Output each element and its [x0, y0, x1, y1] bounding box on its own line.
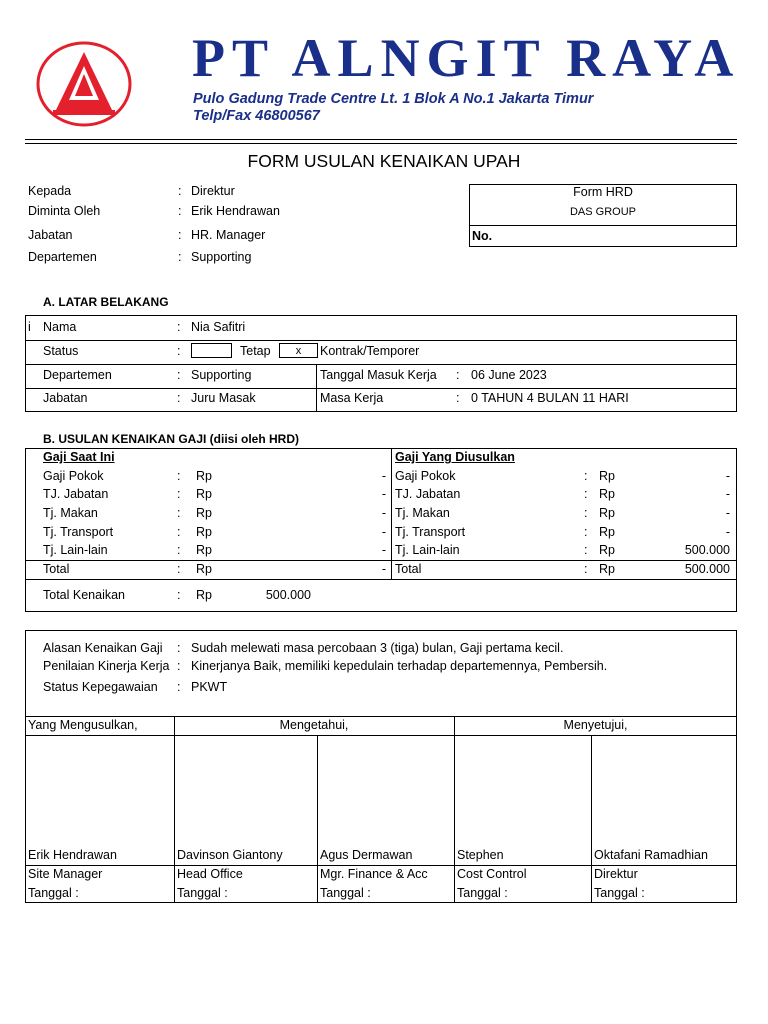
- section-b-title: B. USULAN KENAIKAN GAJI (diisi oleh HRD): [43, 432, 300, 446]
- gaji-saat-ini-header: Gaji Saat Ini: [43, 450, 115, 464]
- currency: Rp: [599, 543, 615, 557]
- colon: :: [177, 525, 181, 539]
- signatory-position: Head Office: [177, 867, 243, 881]
- departemen-value: Supporting: [191, 368, 252, 382]
- salary-proposed-value: -: [725, 506, 730, 520]
- colon: :: [584, 543, 588, 557]
- departemen-label: Departemen: [28, 250, 97, 264]
- tetap-label: Tetap: [240, 344, 271, 358]
- salary-row-label: Tj. Makan: [43, 506, 98, 520]
- alasan-value: Sudah melewati masa percobaan 3 (tiga) bulan, Gaji pertama kecil.: [191, 641, 564, 655]
- tanggal-label: Tanggal :: [594, 886, 645, 900]
- signatory-position: Mgr. Finance & Acc: [320, 867, 428, 881]
- penilaian-value: Kinerjanya Baik, memiliki kepedulain terhadap departemennya, Pembersih.: [191, 659, 608, 673]
- kepada-label: Kepada: [28, 184, 72, 198]
- salary-row-label: Gaji Pokok: [395, 469, 456, 483]
- colon: :: [177, 543, 181, 557]
- colon: :: [584, 469, 588, 483]
- colon: :: [177, 562, 181, 576]
- colon: :: [177, 344, 181, 358]
- salary-row-label: TJ. Jabatan: [395, 487, 461, 501]
- kontrak-label: Kontrak/Temporer: [320, 344, 420, 358]
- salary-current-value: -: [381, 469, 386, 483]
- form-hrd-label: Form HRD: [573, 185, 633, 199]
- colon: :: [177, 588, 181, 602]
- nama-label: Nama: [43, 320, 77, 334]
- divider: [25, 716, 737, 717]
- divider: [25, 560, 737, 561]
- salary-current-value: -: [381, 506, 386, 520]
- divider: [25, 865, 737, 866]
- status-kepegawaian-label: Status Kepegawaian: [43, 680, 158, 694]
- colon: :: [178, 228, 182, 242]
- salary-current-value: -: [381, 543, 386, 557]
- colon: :: [456, 391, 460, 405]
- salary-proposed-value: -: [725, 487, 730, 501]
- colon: :: [584, 506, 588, 520]
- status-label: Status: [43, 344, 79, 358]
- tetap-checkbox[interactable]: [191, 343, 232, 358]
- tanggal-masuk-value: 06 June 2023: [471, 368, 547, 382]
- currency: Rp: [196, 506, 212, 520]
- colon: :: [584, 525, 588, 539]
- currency: Rp: [599, 487, 615, 501]
- colon: :: [178, 250, 182, 264]
- salary-proposed-value: -: [725, 525, 730, 539]
- signatory-name: Davinson Giantony: [177, 848, 283, 862]
- header-divider-thin: [25, 143, 737, 144]
- yang-mengusulkan-header: Yang Mengusulkan,: [28, 718, 138, 732]
- tanggal-label: Tanggal :: [320, 886, 371, 900]
- divider: [25, 735, 737, 736]
- header-divider: [25, 139, 737, 140]
- gaji-diusulkan-header: Gaji Yang Diusulkan: [395, 450, 515, 464]
- divider: [316, 364, 317, 412]
- company-phone: Telp/Fax 46800567: [193, 108, 320, 124]
- tanggal-label: Tanggal :: [28, 886, 79, 900]
- jabatan-value: Juru Masak: [191, 391, 256, 405]
- colon: :: [177, 506, 181, 520]
- colon: :: [177, 469, 181, 483]
- diminta-label: Diminta Oleh: [28, 204, 101, 218]
- salary-row-label: Tj. Makan: [395, 506, 450, 520]
- jabatan-value: HR. Manager: [191, 228, 266, 242]
- departemen-label: Departemen: [43, 368, 112, 382]
- jabatan-label: Jabatan: [43, 391, 88, 405]
- salary-proposed-value: 500.000: [684, 543, 730, 557]
- divider: [174, 716, 175, 903]
- das-group-label: DAS GROUP: [569, 206, 636, 218]
- no-label: No.: [472, 229, 493, 243]
- divider: [469, 225, 737, 226]
- currency: Rp: [196, 487, 212, 501]
- salary-row-label: Tj. Transport: [395, 525, 466, 539]
- tanggal-label: Tanggal :: [177, 886, 228, 900]
- currency: Rp: [196, 469, 212, 483]
- salary-current-value: -: [381, 487, 386, 501]
- divider: [25, 364, 737, 365]
- salary-row-label: Gaji Pokok: [43, 469, 104, 483]
- currency: Rp: [599, 525, 615, 539]
- salary-proposed-value: -: [725, 469, 730, 483]
- colon: :: [177, 641, 181, 655]
- colon: :: [456, 368, 460, 382]
- colon: :: [178, 184, 182, 198]
- currency: Rp: [599, 506, 615, 520]
- company-name: PT ALNGIT RAYA: [192, 28, 741, 88]
- salary-row-label: Tj. Lain-lain: [395, 543, 460, 557]
- total-proposed-value: 500.000: [684, 562, 730, 576]
- total-current-value: -: [381, 562, 386, 576]
- colon: :: [177, 659, 181, 673]
- currency: Rp: [196, 588, 212, 602]
- signatory-name: Stephen: [457, 848, 504, 862]
- company-address: Pulo Gadung Trade Centre Lt. 1 Blok A No.1 Jakarta Timur: [193, 91, 594, 107]
- total-label: Total: [395, 562, 422, 576]
- signatory-position: Cost Control: [457, 867, 527, 881]
- colon: :: [584, 487, 588, 501]
- currency: Rp: [599, 562, 615, 576]
- divider: [25, 388, 737, 389]
- status-kepegawaian-value: PKWT: [191, 680, 228, 694]
- diminta-value: Erik Hendrawan: [191, 204, 280, 218]
- currency: Rp: [196, 525, 212, 539]
- total-kenaikan-label: Total Kenaikan: [43, 588, 126, 602]
- colon: :: [177, 368, 181, 382]
- signatory-position: Site Manager: [28, 867, 103, 881]
- currency: Rp: [196, 562, 212, 576]
- salary-row-label: TJ. Jabatan: [43, 487, 109, 501]
- currency: Rp: [599, 469, 615, 483]
- kontrak-checkbox[interactable]: x: [279, 343, 318, 358]
- salary-row-label: Tj. Lain-lain: [43, 543, 108, 557]
- divider: [25, 579, 737, 580]
- form-title: FORM USULAN KENAIKAN UPAH: [247, 151, 521, 171]
- signatory-name: Oktafani Ramadhian: [594, 848, 708, 862]
- signatory-name: Agus Dermawan: [320, 848, 413, 862]
- masa-kerja-label: Masa Kerja: [320, 391, 384, 405]
- colon: :: [177, 391, 181, 405]
- penilaian-label: Penilaian Kinerja Kerja: [43, 659, 170, 673]
- colon: :: [177, 487, 181, 501]
- mengetahui-header: Mengetahui,: [279, 718, 349, 732]
- divider: [25, 340, 737, 341]
- currency: Rp: [196, 543, 212, 557]
- company-logo-icon: [35, 40, 133, 128]
- colon: :: [177, 680, 181, 694]
- signatory-name: Erik Hendrawan: [28, 848, 117, 862]
- salary-row-label: Tj. Transport: [43, 525, 114, 539]
- section-a-title: A. LATAR BELAKANG: [43, 295, 169, 309]
- salary-current-value: -: [381, 525, 386, 539]
- nama-value: Nia Safitri: [191, 320, 246, 334]
- signatory-position: Direktur: [594, 867, 638, 881]
- total-kenaikan-value: 500.000: [265, 588, 311, 602]
- tanggal-label: Tanggal :: [457, 886, 508, 900]
- masa-kerja-value: 0 TAHUN 4 BULAN 11 HARI: [471, 391, 629, 405]
- colon: :: [177, 320, 181, 334]
- divider: [591, 735, 592, 903]
- divider: [317, 735, 318, 903]
- row-marker: i: [28, 320, 31, 334]
- total-label: Total: [43, 562, 70, 576]
- colon: :: [178, 204, 182, 218]
- departemen-value: Supporting: [191, 250, 252, 264]
- colon: :: [584, 562, 588, 576]
- divider: [454, 716, 455, 903]
- tanggal-masuk-label: Tanggal Masuk Kerja: [320, 368, 437, 382]
- kepada-value: Direktur: [191, 184, 235, 198]
- alasan-label: Alasan Kenaikan Gaji: [43, 641, 163, 655]
- menyetujui-header: Menyetujui,: [563, 718, 628, 732]
- jabatan-label: Jabatan: [28, 228, 73, 242]
